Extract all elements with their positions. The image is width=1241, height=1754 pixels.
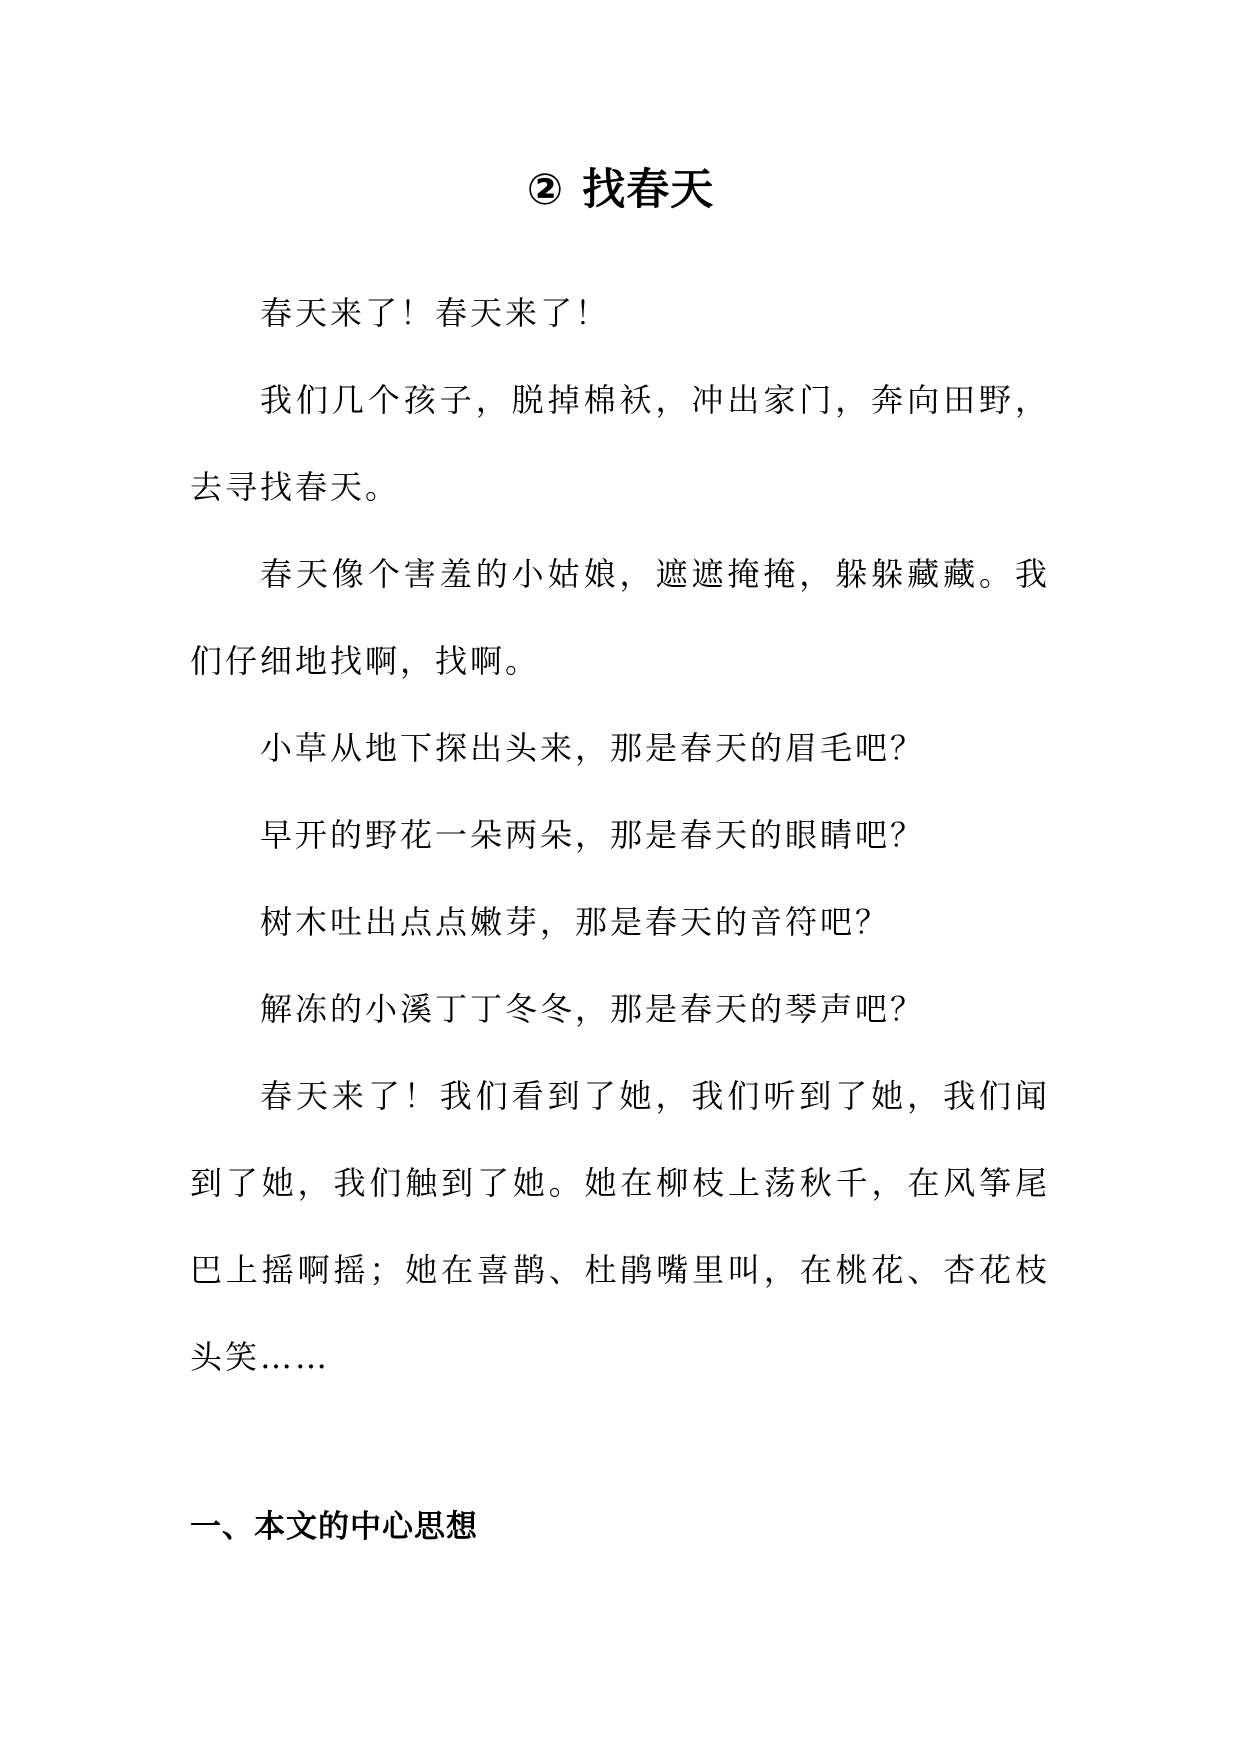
article-body: [190, 270, 1050, 1401]
paragraph-2: 我们几个孩子，脱掉棉袄，冲出家门，奔向田野，去寻找春天。: [190, 381, 1050, 506]
paragraph-6: 树木吐出点点嫩芽，那是春天的音符吧？: [260, 903, 891, 941]
title-text: 找春天: [582, 165, 715, 215]
paragraph-3: 春天像个害羞的小姑娘，遮遮掩掩，躲躲藏藏。我们仔细地找啊，找啊。: [190, 555, 1050, 680]
paragraph-1: 春天来了！春天来了！: [260, 294, 611, 332]
paragraph-5: 早开的野花一朵两朵，那是春天的眼睛吧？: [260, 816, 926, 854]
title-number: ②: [526, 165, 565, 215]
paragraph-4: 小草从地下探出头来，那是春天的眉毛吧？: [260, 729, 926, 767]
paragraph-8: 春天来了！我们看到了她，我们听到了她，我们闻到了她，我们触到了她。她在柳枝上荡秋千，在风筝尾巴上摇啊摇；她在喜鹊、杜鹃嘴里叫，在桃花、杏花枝头笑……: [190, 1077, 1050, 1376]
paragraph-7: 解冻的小溪丁丁冬冬，那是春天的琴声吧？: [260, 990, 926, 1028]
section-heading: 一、本文的中心思想: [190, 1509, 478, 1545]
page-title: [0, 162, 1241, 218]
